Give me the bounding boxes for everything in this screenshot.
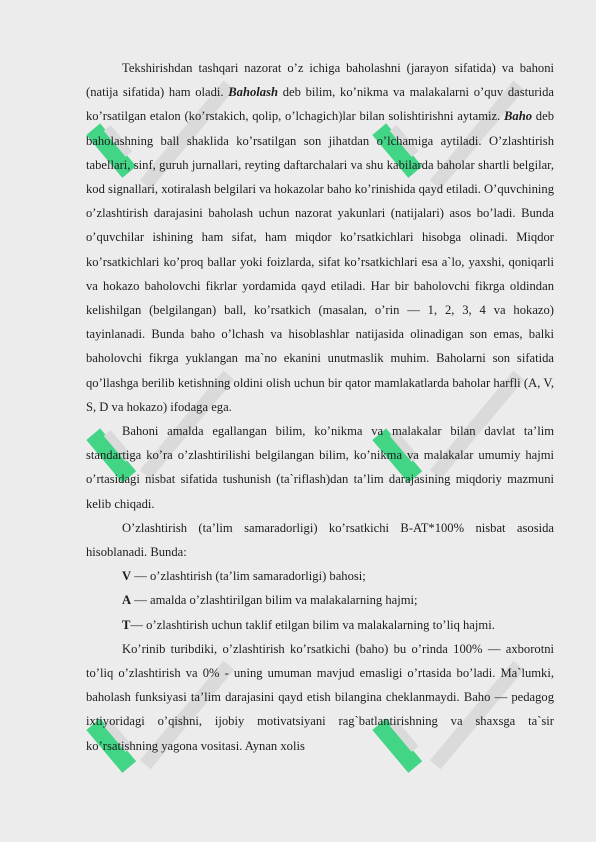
definition-letter: V — [122, 569, 132, 584]
definition-text: — amalda o’zlashtirilgan bilim va malakalarning hajmi; — [131, 593, 418, 608]
paragraph — [86, 56, 554, 419]
term-baho: Baho — [504, 109, 533, 124]
definition-item — [86, 613, 554, 637]
definition-text: — o’zlashtirish (ta’lim samaradorligi) bahosi; — [131, 569, 366, 584]
definition-item — [86, 564, 554, 588]
text-run: deb bilim, ko’nikma va malakalarni o’quv dasturida ko’rsatilgan etalon (ko’rstakich, qolip, o’lchagich)lar bilan solishtirishni aytamiz. — [86, 85, 554, 124]
term-baholash: Baholash — [228, 85, 278, 100]
definition-item — [86, 588, 554, 612]
definition-text: — o’zlashtirish uchun taklif etilgan bilim va malakalarning to’liq hajmi. — [130, 617, 495, 632]
paragraph — [86, 637, 554, 758]
text-run: O’zlashtirish (ta’lim samaradorligi) ko’rsatkichi B-AT*100% nisbat asosida hisoblanadi. Bunda: — [86, 520, 554, 560]
text-run: Tekshirishdan tashqari nazorat o’z ichiga baholashni (jarayon sifatida) va bahoni (natija sifatida) ham oladi. — [86, 61, 554, 100]
document-body — [86, 56, 554, 758]
definition-letter: A — [122, 593, 132, 608]
paragraph — [86, 419, 554, 516]
paragraph — [86, 516, 554, 564]
text-run: Bahoni amalda egallangan bilim, ko’nikma va malakalar bilan davlat ta’lim standartiga ko’ra o’zlashtirilishi belgilangan bilim, ko’nikma va malakalar umumiy hajmi o’rtasidagi nisbat sifatida tushunish (ta`riflash)dan ta’lim darajasining miqdoriy mazmuni kelib chiqadi. — [86, 424, 554, 511]
text-run: Ko’rinib turibdiki, o’zlashtirish ko’rsatkichi (baho) bu o’rinda 100% — axborotni to’liq o’zlashtirish va 0% - uning umuman mavjud emasligi o’rtasida bo’ladi. Ma`lumki, baholash funksiyasi ta’lim darajasini qayd etish bilangina cheklanmaydi. Baho — pedagog ixtiyoridagi o’qishni, ijobiy motivatsiyani rag`batlantirishning va shaxsga ta`sir ko’rsatishning yagona vositasi. Aynan xolis — [86, 641, 554, 753]
text-run: deb baholashning ball shaklida ko’rsatilgan son jihatdan o’lchamiga aytiladi. O’zlashtirish tabellari, sinf, guruh jurnallari, reyting daftarchalari va shu kabilarda baholar shartli belgilar, kod signallari, xotiralash belgilari va hokazolar baho ko’rinishida qayd etiladi. O’quvchining o’zlashtirish darajasini baholash uchun nazorat yakunlari (natijalari) asos bo’ladi. Bunda o’quvchilar ishining ham sifat, ham miqdor ko’rsatkichlari hisobga olinadi. Miqdor ko’rsatkichlari ko’proq ballar yoki foizlarda, sifat ko’rsatkichlari esa a`lo, yaxshi, qoniqarli va hokazo baholovchi fikrlar yordamida qayd etiladi. Har bir baholovchi fikrga oldindan kelishilgan (belgilangan) ball, ko’rsatkich (masalan, o’rin — 1, 2, 3, 4 va hokazo) tayinlanadi. Bunda baho o’lchash va hisoblashlar natijasida olinadigan son emas, balki baholovchi fikrga yuklangan ma`no ekanini unutmaslik muhim. Baholarni son sifatida qo’llashga berilib ketishning oldini olish uchun bir qator mamlakatlarda baholar harfli (A, V, S, D va hokazo) ifodaga ega. — [86, 109, 554, 414]
definition-letter: T — [122, 617, 131, 632]
